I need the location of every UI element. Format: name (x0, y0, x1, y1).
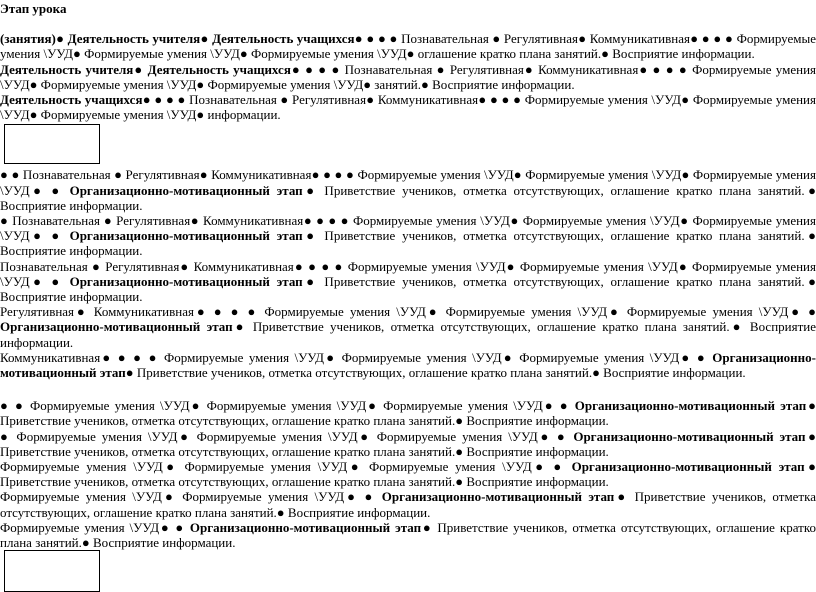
bold-phrase: Деятельность учащихся (147, 61, 291, 77)
bold-phrase: (занятия) (0, 31, 56, 47)
empty-table-cell (4, 124, 100, 164)
text-paragraph: (занятия)● Деятельность учителя● Деятельность учащихся● ● ● ● Познавательная ● Регулятивная● Коммуникативная● ● ● ● Формируемые умения \УУД● Формируемые умения \УУД● Формируемые умения \УУД● оглашение кратко плана занятий.● Восприятие информации. (0, 31, 816, 62)
text-paragraph: ● ● Формируемые умения \УУД● Формируемые умения \УУД● Формируемые умения \УУД● ● Организационно-мотивационный этап● Приветствие учеников, отметка отсутствующих, оглашение кратко плана занятий.● Восприятие информации. (0, 398, 816, 429)
bold-phrase: Деятельность учащихся (0, 92, 143, 107)
text-paragraph: Формируемые умения \УУД● ● Организационно-мотивационный этап● Приветствие учеников, отметка отсутствующих, оглашение кратко плана занятий.● Восприятие информации. (0, 519, 816, 551)
text-paragraph: Регулятивная● Коммуникативная● ● ● ● Формируемые умения \УУД● Формируемые умения \УУД● Формируемые умения \УУД● ● Организационно-мотивационный этап● Приветствие учеников, отметка отсутствующих, оглашение кратко плана занятий.● Восприятие информации. (0, 304, 816, 350)
page-title: Этап урока (0, 1, 67, 16)
bold-phrase: Деятельность учителя (0, 61, 134, 77)
bold-phrase: Организационно-мотивационный этап (189, 519, 422, 535)
text-paragraph: ● Познавательная ● Регулятивная● Коммуникативная● ● ● ● Формируемые умения \УУД● Формируемые умения \УУД● Формируемые умения \УУД● ● Организационно-мотивационный этап● Приветствие учеников, отметка отсутствующих, оглашение кратко плана занятий.● Восприятие информации. (0, 213, 816, 259)
text-paragraph: Коммуникативная● ● ● ● Формируемые умения \УУД● Формируемые умения \УУД● Формируемые умения \УУД● ● Организационно-мотивационный этап● Приветствие учеников, отметка отсутствующих, оглашение кратко плана занятий.● Восприятие информации. (0, 349, 816, 381)
bold-phrase: Деятельность учащихся (212, 31, 355, 47)
document-page (0, 1, 816, 592)
bold-phrase: Организационно-мотивационный этап (574, 398, 807, 414)
bold-phrase: Организационно-мотивационный этап (0, 319, 233, 335)
text-paragraph: Познавательная ● Регулятивная● Коммуникативная● ● ● ● Формируемые умения \УУД● Формируемые умения \УУД● Формируемые умения \УУД● ● Организационно-мотивационный этап● Приветствие учеников, отметка отсутствующих, оглашение кратко плана занятий.● Восприятие информации. (0, 258, 816, 305)
bold-phrase: Деятельность учителя (67, 31, 201, 47)
bold-phrase: Организационно-мотивационный этап (381, 489, 615, 505)
empty-table-cell (4, 550, 100, 592)
bold-phrase: Организационно-мотивационный этап (69, 273, 303, 289)
text-paragraph: Формируемые умения \УУД● Формируемые умения \УУД● Формируемые умения \УУД● ● Организационно-мотивационный этап● Приветствие учеников, отметка отсутствующих, оглашение кратко плана занятий.● Восприятие информации. (0, 459, 816, 490)
text-paragraph: ● ● Познавательная ● Регулятивная● Коммуникативная● ● ● ● Формируемые умения \УУД● Формируемые умения \УУД● Формируемые умения \УУД● ● Организационно-мотивационный этап● Приветствие учеников, отметка отсутствующих, оглашение кратко плана занятий.● Восприятие информации. (0, 167, 816, 213)
text-paragraph: ● Формируемые умения \УУД● Формируемые умения \УУД● Формируемые умения \УУД● ● Организационно-мотивационный этап● Приветствие учеников, отметка отсутствующих, оглашение кратко плана занятий.● Восприятие информации. (0, 428, 816, 459)
bold-phrase: Организационно-мотивационный этап (69, 228, 303, 244)
bold-phrase: Организационно-мотивационный этап (69, 182, 303, 198)
spacer (0, 380, 816, 398)
bold-phrase: Организационно-мотивационный этап (0, 349, 816, 381)
bold-phrase: Организационно-мотивационный этап (573, 428, 806, 444)
text-paragraph: Формируемые умения \УУД● Формируемые умения \УУД● ● Организационно-мотивационный этап● Приветствие учеников, отметка отсутствующих, оглашение кратко плана занятий.● Восприятие информации. (0, 489, 816, 520)
text-paragraph: Деятельность учителя● Деятельность учащихся● ● ● ● Познавательная ● Регулятивная● Коммуникативная● ● ● ● Формируемые умения \УУД● Формируемые умения \УУД● Формируемые умения \УУД● занятий.● Восприятие информации. (0, 61, 816, 92)
bold-phrase: Организационно-мотивационный этап (571, 459, 805, 475)
text-paragraph: Деятельность учащихся● ● ● ● Познавательная ● Регулятивная● Коммуникативная● ● ● ● Формируемые умения \УУД● Формируемые умения \УУД● Формируемые умения \УУД● информации. (0, 92, 816, 123)
